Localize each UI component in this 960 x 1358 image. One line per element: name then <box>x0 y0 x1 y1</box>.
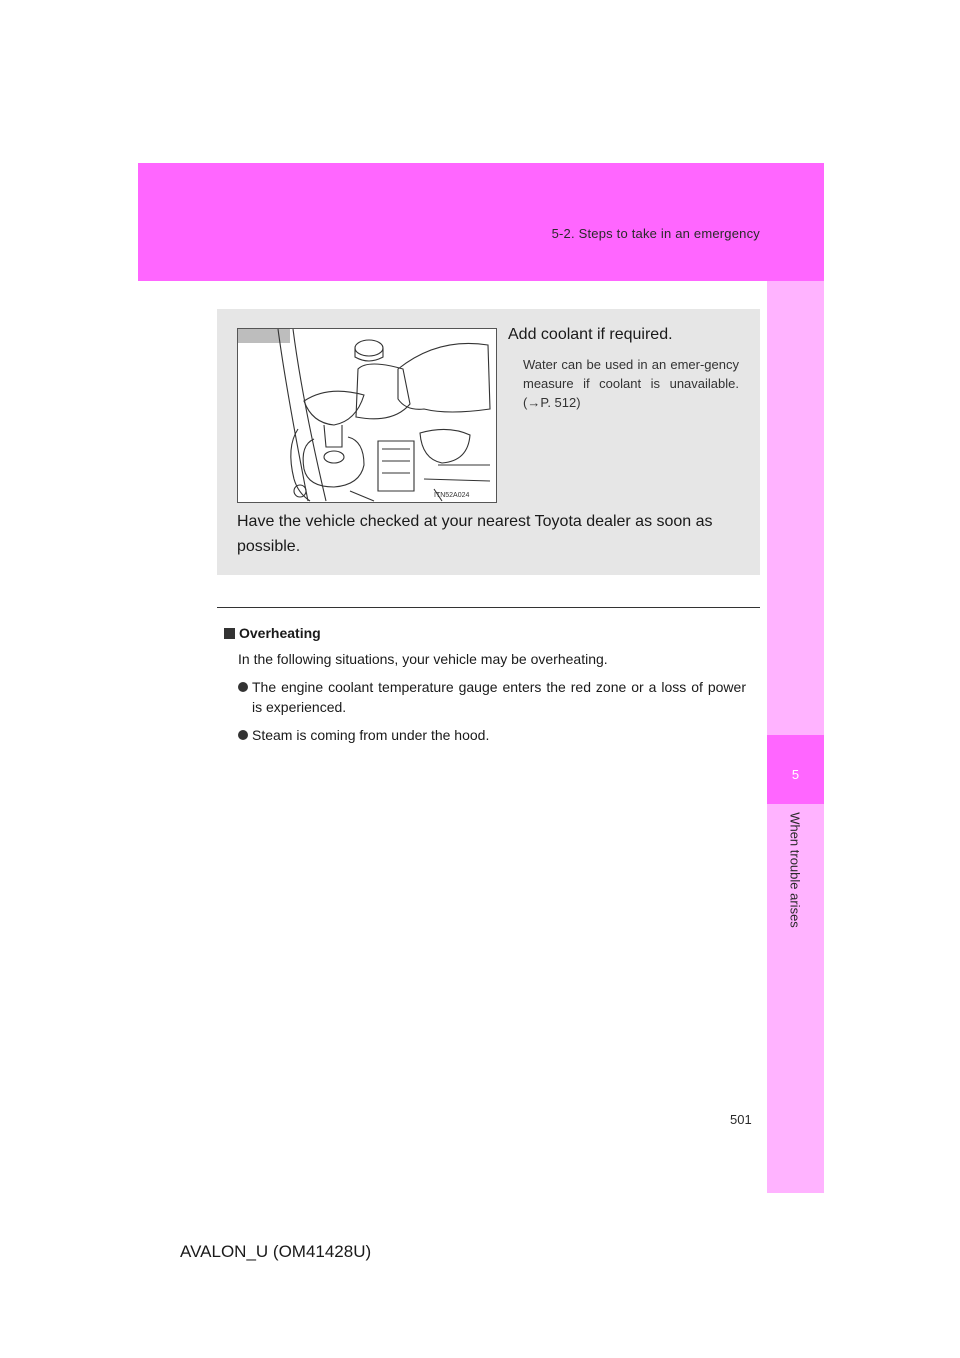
list-item <box>224 725 746 745</box>
bullet-dot-icon <box>238 730 248 740</box>
section-intro: In the following situations, your vehicle may be overheating. <box>238 651 608 667</box>
overheating-section <box>224 625 746 753</box>
illustration-code: ITN52A024 <box>434 492 470 499</box>
header-band <box>138 163 824 281</box>
step-note: Water can be used in an emer-gency measure if coolant is unavailable. (→P. 512) <box>523 357 739 410</box>
chapter-tab <box>767 735 824 804</box>
square-bullet-icon <box>224 628 235 639</box>
list-item-text: The engine coolant temperature gauge enters the red zone or a loss of power is experienced. <box>252 679 746 715</box>
instruction-panel <box>217 309 760 575</box>
engine-bay-drawing <box>238 329 496 502</box>
section-heading <box>224 625 746 641</box>
list-item <box>224 677 746 717</box>
document-id: AVALON_U (OM41428U) <box>180 1242 372 1261</box>
coolant-illustration <box>237 328 497 503</box>
page-number: 501 <box>730 1112 752 1127</box>
section-divider <box>217 607 760 608</box>
section-heading-text: Overheating <box>239 625 321 641</box>
chapter-title: When trouble arises <box>787 812 803 928</box>
chapter-number: 5 <box>791 767 800 782</box>
section-header: 5-2. Steps to take in an emergency <box>551 226 760 241</box>
list-item-text: Steam is coming from under the hood. <box>252 727 490 743</box>
bullet-dot-icon <box>238 682 248 692</box>
step-title: Add coolant if required. <box>508 326 673 343</box>
panel-footer: Have the vehicle checked at your nearest Toyota dealer as soon as possible. <box>237 513 713 555</box>
